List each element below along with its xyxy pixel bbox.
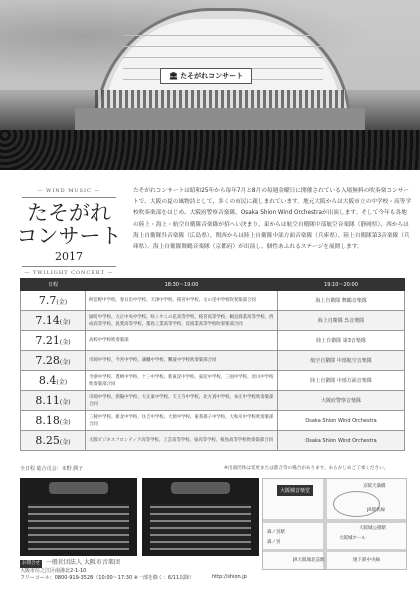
contact-url[interactable]: http://shion.jp	[212, 574, 247, 580]
early-performers: 市岡中学校、今宮中学校、蒲幡中学校、難波中学校吹奏楽部合同	[86, 351, 278, 371]
date-cell: 8.11(金)	[21, 391, 86, 411]
late-performer: Osaka Shion Wind Orchestra	[278, 431, 405, 451]
hall-label: 大阪城音楽堂	[277, 485, 313, 496]
contact-address: 大阪市住之江区南港北2-1-10	[20, 567, 87, 574]
late-performer: 大阪府警察音楽隊	[278, 391, 405, 411]
header-date: 日程	[21, 279, 86, 291]
contact-phone: フリーコール：0800-919-3528（10:00〜17:30 ※一部を除く：6/11以降）	[20, 575, 195, 581]
early-performers: 市岡中学校、摂陽中学校、大正東中学校、天王寺中学校、北方真中学校、本庄中学校吹奏楽部合同	[86, 391, 278, 411]
map-label: JR大阪城北詰駅	[293, 558, 325, 563]
contact-block	[20, 559, 194, 583]
table-row	[21, 311, 405, 331]
table-row	[21, 331, 405, 351]
header-early: 18:30〜19:00	[86, 279, 278, 291]
early-performers: 大阪ビジネスフロンティア高等学校、工芸高等学校、東高等学校、桜島高等学校吹奏楽部合同	[86, 431, 278, 451]
date-cell: 8.4(金)	[21, 371, 86, 391]
table-row	[21, 431, 405, 451]
map-label: 森ノ宮	[267, 540, 281, 545]
schedule-note: ※出演団体は変更または都合等の場合があります。あらかじめご了承ください。	[224, 466, 389, 471]
late-performer: 航空自衛隊 中部航空音楽隊	[278, 351, 405, 371]
late-performer: Osaka Shion Wind Orchestra	[278, 411, 405, 431]
access-map	[262, 478, 407, 570]
date-cell: 7.7(金)	[21, 291, 86, 311]
date-cell: 8.18(金)	[21, 411, 86, 431]
hero-photo	[0, 0, 420, 170]
early-performers: 高校中学校吹奏楽部	[86, 331, 278, 351]
late-performer: 陸上自衛隊 中部方面音楽隊	[278, 371, 405, 391]
intro-paragraph: たそがれコンサートは昭和25年から毎年7月と8月の毎週金曜日に開催されている入場無料の吹奏楽コンサートで、大阪の夏の風物詩として、多くの市民に親しまれています。地元大阪からは大阪市立の中学校・高等学校吹奏楽部をはじめ、大阪府警察音楽隊、Osaka Shion Wind Orchestraが出演します。そして今年も各地の陸上・海上・航空自衛隊音楽隊が招へい決まり、東からは航空自衛隊中部航空音楽隊（静岡県）、西からは海上自衛隊呉音楽隊（広島県）、関西からは陸上自衛隊中部方面音楽隊（兵庫県）、陸上自衛隊第3音楽隊（兵庫県）、海上自衛隊舞鶴音楽隊（京都府）が出演し、個性あふれるステージを展開します。	[133, 188, 412, 251]
date-cell: 7.28(金)	[21, 351, 86, 371]
map-label: 大阪城ホール	[339, 536, 366, 541]
late-performer: 海上自衛隊 呉音楽隊	[278, 311, 405, 331]
concert-logo	[14, 188, 124, 288]
concert-photo-1	[20, 478, 137, 556]
logo-top-text: — WIND MUSIC —	[37, 188, 101, 194]
table-row	[21, 371, 405, 391]
early-performers: 三稜中学校、新北中学校、住吉中学校、大領中学校、東我孫子中学校、大和川中学校吹奏楽部合同	[86, 411, 278, 431]
early-performers: 阿倍野中学校、春日出中学校、天津中学校、桜宮中学校、文の里中学校吹奏楽部合同	[86, 291, 278, 311]
date-cell: 7.14(金)	[21, 311, 86, 331]
logo-title-line2: コンサート	[16, 224, 122, 248]
concert-photo-2	[142, 478, 259, 556]
stage	[75, 108, 365, 130]
late-performer: 海上自衛隊 舞鶴音楽隊	[278, 291, 405, 311]
map-label: 森ノ宮駅	[267, 530, 285, 535]
mc-credit: 全日程 総合司会：末野 潤子	[20, 466, 84, 472]
table-row	[21, 291, 405, 311]
date-cell: 7.21(金)	[21, 331, 86, 351]
table-header-row	[21, 279, 405, 291]
table-row	[21, 351, 405, 371]
castle-park-outline	[333, 491, 380, 517]
late-performer: 陸上自衛隊 第3音楽隊	[278, 331, 405, 351]
date-cell: 8.25(金)	[21, 431, 86, 451]
map-label: 地下鉄中央線	[353, 558, 380, 563]
header-late: 19:10〜20:00	[278, 279, 405, 291]
map-label: 大阪城公園駅	[359, 526, 386, 531]
contact-tag: お問合せ	[22, 561, 40, 566]
map-label: 京阪天満橋	[363, 484, 386, 489]
audience	[0, 130, 420, 170]
logo-title-line1: たそがれ	[27, 201, 111, 225]
logo-year: 2017	[55, 250, 83, 263]
table-row	[21, 411, 405, 431]
contact-org: 一般社団法人 大阪市音楽団	[46, 559, 120, 566]
map-label: JR環状線	[367, 508, 385, 513]
schedule-table	[20, 278, 405, 451]
table-row	[21, 391, 405, 411]
concert-banner: 🏛 たそがれコンサート	[160, 68, 252, 84]
logo-bottom-text: — TWILIGHT CONCERT —	[24, 270, 114, 276]
early-performers: 緑町中学校、大正中央中学校、咲くやこの花高等学校、桜宮高等学校、鶴見商業高等学校、西成高等学校、汎愛高等学校、都島工業高等学校、淀商業高等学校吹奏楽部合同	[86, 311, 278, 331]
early-performers: 今津中学校、豊崎中学校、十三中学校、新東淀中学校、東淀中学校、三国中学校、淡川中学校吹奏楽部合同	[86, 371, 278, 391]
